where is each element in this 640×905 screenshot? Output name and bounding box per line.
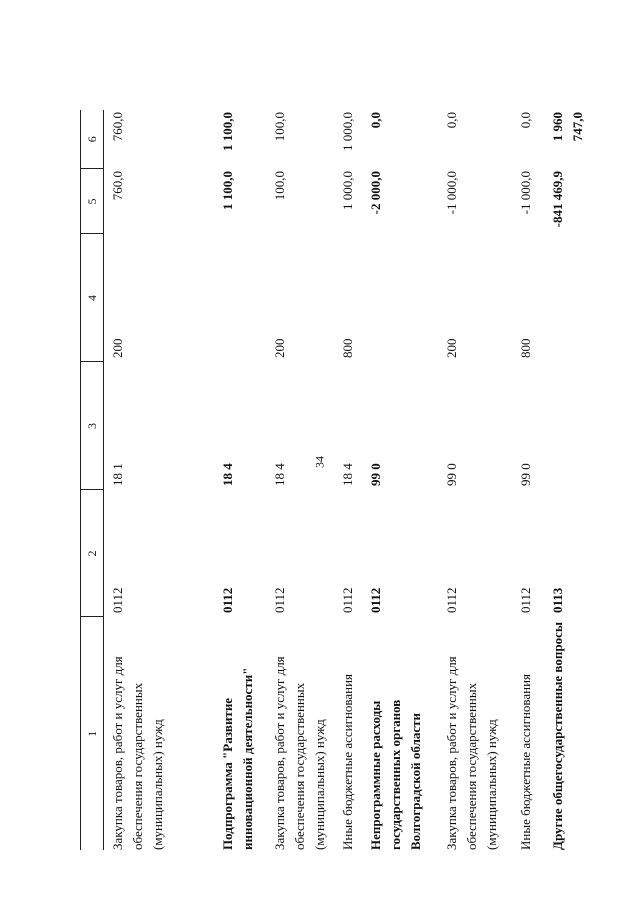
row-name: Непрограммные расходы государственных органов Волгоградской области: [368, 699, 423, 850]
header-col-1: 1: [81, 617, 104, 850]
row-target: 18 4: [272, 463, 287, 486]
row-amount-total: 1 000,0: [340, 112, 355, 151]
row-section: 0113: [550, 587, 565, 613]
table-row: [104, 110, 189, 850]
row-name: Закупка товаров, работ и услуг для обеспечения государственных (муниципальных) нужд: [444, 656, 499, 850]
table-row: [542, 110, 592, 850]
row-name: Подпрограмма "Развитие инновационной деятельности": [220, 667, 255, 850]
row-target: 99 0: [368, 463, 383, 486]
row-target: 18 1: [110, 463, 125, 486]
row-name: Закупка товаров, работ и услуг для обеспечения государственных (муниципальных) нужд: [272, 656, 327, 850]
row-amount-change: 1 000,0: [340, 171, 355, 210]
row-name: Иные бюджетные ассигнования: [518, 673, 533, 850]
table-row: [188, 110, 266, 850]
row-amount-change: 1 100,0: [220, 171, 235, 210]
row-expense-type: [188, 234, 266, 362]
row-amount-change: 760,0: [110, 171, 125, 201]
row-expense-type: 200: [110, 338, 125, 358]
header-row: [81, 110, 104, 850]
row-name: Закупка товаров, работ и услуг для обеспечения государственных (муниципальных) нужд: [110, 656, 165, 850]
row-amount-change: -1 000,0: [518, 171, 533, 215]
row-amount-change: -841 469,9: [550, 171, 565, 228]
row-amount-change: -2 000,0: [368, 171, 383, 215]
rotated-table-container: [80, 110, 585, 850]
row-section: 0112: [110, 587, 125, 613]
row-expense-type: 800: [340, 338, 355, 358]
header-col-2: 2: [81, 490, 104, 617]
header-col-4: 4: [81, 234, 104, 362]
row-expense-type: [362, 234, 430, 362]
table-row: [430, 110, 504, 850]
header-col-6: 6: [81, 110, 104, 169]
row-target: 99 0: [444, 463, 459, 486]
row-amount-change: 100,0: [272, 171, 287, 201]
row-section: 0112: [272, 587, 287, 613]
table-row: [332, 110, 362, 850]
row-section: 0112: [368, 587, 383, 613]
row-expense-type: 800: [518, 338, 533, 358]
row-name: Другие общегосударственные вопросы: [550, 622, 565, 850]
table-row: [266, 110, 332, 850]
header-col-3: 3: [81, 362, 104, 490]
row-name: Иные бюджетные ассигнования: [340, 673, 355, 850]
row-target: 99 0: [518, 463, 533, 486]
row-expense-type: [542, 234, 592, 362]
row-amount-total: 0,0: [518, 112, 533, 129]
row-section: 0112: [518, 587, 533, 613]
row-target: 18 4: [340, 463, 355, 486]
page-number: 34: [312, 456, 327, 468]
row-section: 0112: [220, 587, 235, 613]
row-amount-total: 1 100,0: [220, 112, 235, 151]
row-target: [542, 362, 592, 490]
row-section: 0112: [340, 587, 355, 613]
row-amount-total: 0,0: [368, 112, 383, 129]
row-expense-type: 200: [272, 338, 287, 358]
row-amount-total: 1 960 747,0: [550, 112, 585, 142]
row-section: 0112: [444, 587, 459, 613]
row-amount-total: 760,0: [110, 112, 125, 142]
row-amount-total: 100,0: [272, 112, 287, 142]
table-row: [362, 110, 430, 850]
header-col-5: 5: [81, 169, 104, 234]
row-expense-type: 200: [444, 338, 459, 358]
table-row: [504, 110, 542, 850]
row-amount-total: 0,0: [444, 112, 459, 129]
row-amount-change: -1 000,0: [444, 171, 459, 215]
row-target: 18 4: [220, 463, 235, 486]
budget-table: [80, 110, 592, 850]
